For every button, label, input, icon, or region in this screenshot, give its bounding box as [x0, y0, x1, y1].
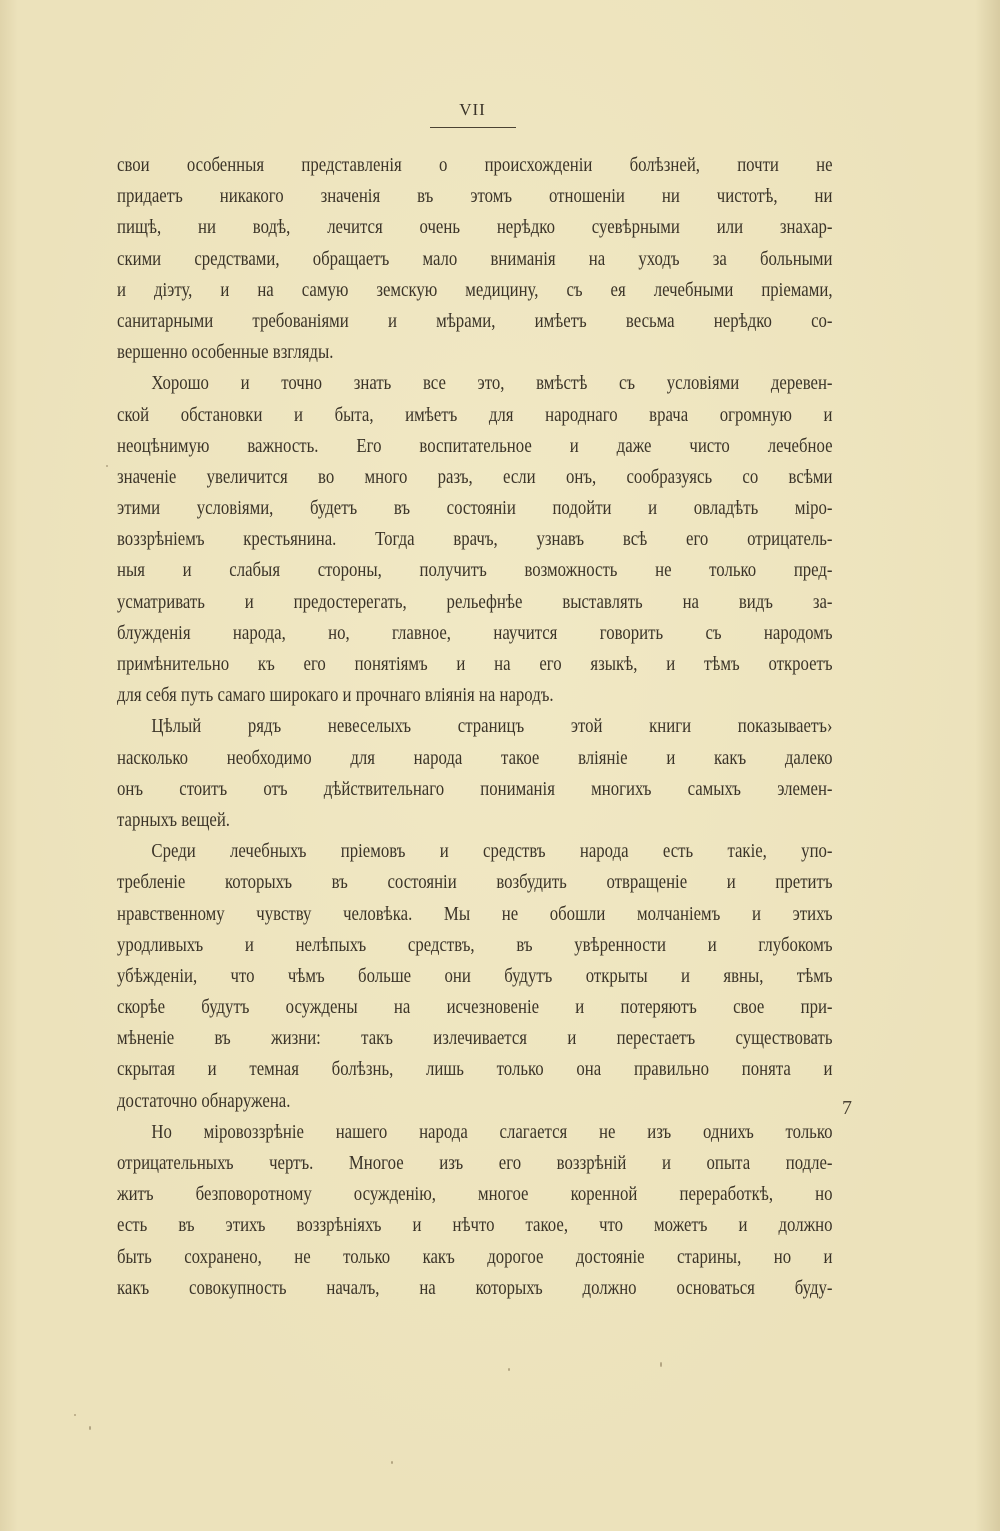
text-line: насколько необходимо для народа такое вліяніе и какъ далеко — [117, 747, 833, 769]
text-line: быть сохранено, не только какъ дорогое достояніе старины, но и — [117, 1246, 833, 1268]
text-line: житъ безповоротному осужденію, многое коренной переработкѣ, но — [117, 1184, 833, 1206]
text-line: уродливыхъ и нелѣпыхъ средствъ, въ увѣренности и глубокомъ — [117, 934, 833, 956]
text-line: достаточно обнаружена. — [117, 1090, 291, 1112]
text-line: вершенно особенные взгляды. — [117, 342, 334, 364]
text-line: придаетъ никакого значенія въ этомъ отношеніи ни чистотѣ, ни — [117, 186, 833, 208]
text-line: убѣжденіи, что чѣмъ больше они будутъ открыты и явны, тѣмъ — [117, 965, 833, 987]
text-line: воззрѣніемъ крестьянина. Тогда врачъ, узнавъ всѣ его отрицатель- — [117, 529, 833, 551]
paragraph — [117, 1117, 833, 1304]
text-line: скрытая и темная болѣзнь, лишь только она правильно понята и — [117, 1059, 833, 1081]
text-line: Среди лечебныхъ пріемовъ и средствъ народа есть такіе, упо- — [151, 841, 833, 863]
text-line: усматривать и предостерегать, рельефнѣе выставлять на видъ за- — [117, 591, 833, 613]
text-line: свои особенныя представленія о происхожденіи болѣзней, почти не — [117, 155, 833, 176]
text-line: пищѣ, ни водѣ, лечится очень нерѣдко суевѣрными или знахар- — [117, 217, 833, 239]
text-line: скими средствами, обращаетъ мало вниманія на уходъ за больными — [117, 248, 833, 270]
paper-speck — [89, 1426, 91, 1430]
text-line: и діэту, и на самую земскую медицину, съ ея лечебными пріемами, — [117, 279, 833, 301]
margin-mark: 7 — [842, 1097, 852, 1119]
text-line: Хорошо и точно знать все это, вмѣстѣ съ условіями деревен- — [151, 373, 833, 395]
text-line: значеніе увеличится во много разъ, если онъ, сообразуясь со всѣми — [117, 466, 833, 488]
text-line: скорѣе будутъ осуждены на исчезновеніе и потеряютъ свое при- — [117, 997, 833, 1019]
paper-speck — [391, 1461, 393, 1464]
text-line: нравственному чувству человѣка. Мы не обошли молчаніемъ и этихъ — [117, 903, 833, 925]
text-line: Но міровоззрѣніе нашего народа слагается не изъ однихъ только — [151, 1121, 833, 1143]
text-line: есть въ этихъ воззрѣніяхъ и нѣчто такое, что можетъ и должно — [117, 1215, 833, 1237]
text-line: блужденія народа, но, главное, научится говорить съ народомъ — [117, 622, 833, 644]
text-line: санитарными требованіями и мѣрами, имѣетъ весьма нерѣдко со- — [117, 310, 833, 332]
text-line: онъ стоитъ отъ дѣйствительнаго пониманія многихъ самыхъ элемен- — [117, 778, 833, 800]
page-number: VII — [459, 100, 486, 119]
paragraph — [117, 150, 833, 368]
text-line: Цѣлый рядъ невеселыхъ страницъ этой книги показываетъ› — [151, 716, 833, 738]
paper-speck — [508, 1368, 510, 1371]
text-line: неоцѣнимую важность. Его воспитательное и даже чисто лечебное — [117, 435, 833, 457]
body-text — [117, 150, 833, 1304]
paper-speck — [660, 1362, 662, 1367]
text-line: этими условіями, будетъ въ состояніи подойти и овладѣть міро- — [117, 498, 833, 520]
paragraph — [117, 836, 833, 1117]
text-line: мѣненіе въ жизни: такъ излечивается и перестаетъ существовать — [117, 1028, 833, 1050]
text-line: для себя путь самаго широкаго и прочнаго вліянія на народъ. — [117, 685, 554, 707]
text-line: тарныхъ вещей. — [117, 809, 231, 831]
text-line: требленіе которыхъ въ состояніи возбудить отвращеніе и претитъ — [117, 872, 833, 894]
paper-speck — [106, 465, 108, 467]
text-line: какъ совокупность началъ, на которыхъ должно основаться буду- — [117, 1277, 833, 1299]
text-line: примѣнительно къ его понятіямъ и на его языкѣ, и тѣмъ откроетъ — [117, 654, 833, 675]
header-rule — [430, 127, 516, 128]
text-line: ныя и слабыя стороны, получитъ возможность не только пред- — [117, 560, 833, 582]
paragraph — [117, 711, 833, 836]
paper-speck — [74, 1414, 76, 1416]
paragraph — [117, 368, 833, 711]
text-line: ской обстановки и быта, имѣетъ для народнаго врача огромную и — [117, 404, 833, 426]
text-line: отрицательныхъ чертъ. Многое изъ его воззрѣній и опыта подле- — [117, 1153, 833, 1174]
